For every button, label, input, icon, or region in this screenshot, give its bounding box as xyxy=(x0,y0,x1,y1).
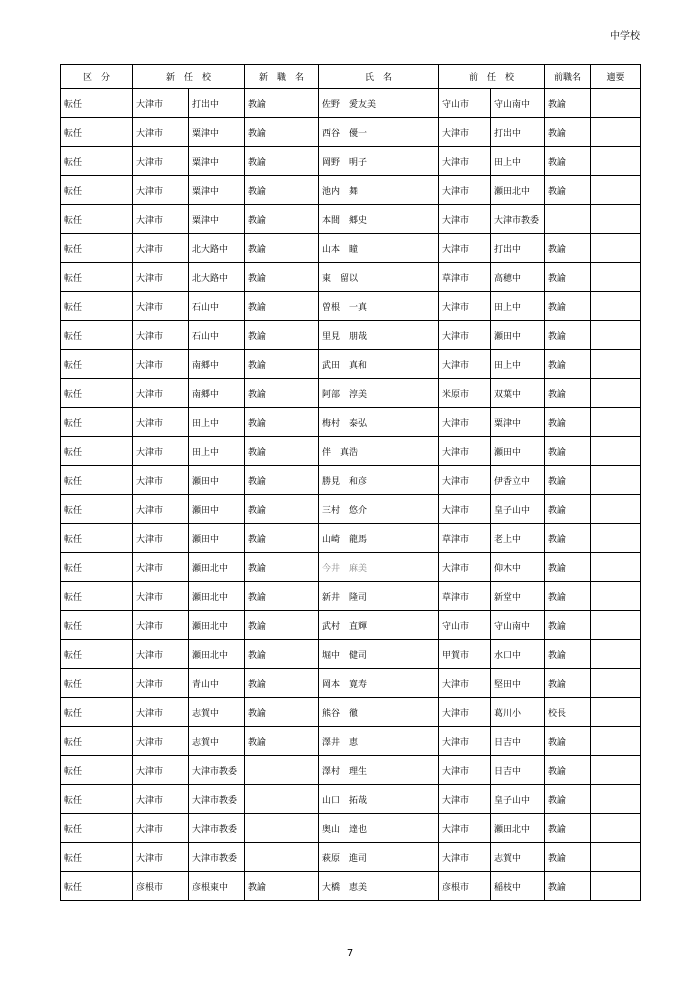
cell-new-school: 瀬田北中 xyxy=(189,640,245,669)
cell-new-school: 瀬田北中 xyxy=(189,553,245,582)
cell-prev-city: 大津市 xyxy=(439,321,491,350)
table-row xyxy=(61,785,641,814)
cell-remarks xyxy=(591,640,641,669)
cell-category: 転任 xyxy=(61,176,133,205)
cell-new-school: 大津市教委 xyxy=(189,756,245,785)
cell-new-school: 粟津中 xyxy=(189,205,245,234)
cell-category: 転任 xyxy=(61,89,133,118)
cell-prev-city: 大津市 xyxy=(439,698,491,727)
cell-name: 大橋 恵美 xyxy=(319,872,439,901)
cell-new-city: 大津市 xyxy=(133,205,189,234)
cell-prev-school: 皇子山中 xyxy=(491,495,545,524)
table-row xyxy=(61,814,641,843)
cell-name: 澤井 恵 xyxy=(319,727,439,756)
cell-prev-position: 教諭 xyxy=(545,118,591,147)
cell-prev-city: 大津市 xyxy=(439,408,491,437)
cell-remarks xyxy=(591,611,641,640)
cell-prev-school: 守山南中 xyxy=(491,89,545,118)
cell-new-school: 瀬田北中 xyxy=(189,611,245,640)
cell-category: 転任 xyxy=(61,814,133,843)
cell-name: 本間 郷史 xyxy=(319,205,439,234)
cell-prev-city: 彦根市 xyxy=(439,872,491,901)
cell-name: 岡野 明子 xyxy=(319,147,439,176)
cell-name: 岡本 寛寿 xyxy=(319,669,439,698)
cell-prev-school: 老上中 xyxy=(491,524,545,553)
cell-name: 梅村 泰弘 xyxy=(319,408,439,437)
cell-prev-position: 教諭 xyxy=(545,582,591,611)
header-new-school: 新 任 校 xyxy=(133,65,245,89)
cell-new-school: 粟津中 xyxy=(189,118,245,147)
cell-new-city: 大津市 xyxy=(133,437,189,466)
cell-category: 転任 xyxy=(61,147,133,176)
cell-new-city: 大津市 xyxy=(133,292,189,321)
cell-prev-school: 新堂中 xyxy=(491,582,545,611)
cell-remarks xyxy=(591,843,641,872)
cell-prev-position: 教諭 xyxy=(545,466,591,495)
cell-name: 奥山 達也 xyxy=(319,814,439,843)
cell-prev-city: 草津市 xyxy=(439,263,491,292)
cell-new-position xyxy=(245,785,319,814)
cell-prev-position xyxy=(545,205,591,234)
cell-prev-city: 大津市 xyxy=(439,205,491,234)
cell-prev-school: 稲枝中 xyxy=(491,872,545,901)
cell-category: 転任 xyxy=(61,205,133,234)
cell-category: 転任 xyxy=(61,437,133,466)
cell-prev-school: 田上中 xyxy=(491,350,545,379)
cell-remarks xyxy=(591,495,641,524)
cell-new-school: 南郷中 xyxy=(189,350,245,379)
cell-name: 堀中 健司 xyxy=(319,640,439,669)
cell-remarks xyxy=(591,814,641,843)
cell-prev-city: 大津市 xyxy=(439,350,491,379)
table-row xyxy=(61,698,641,727)
table-row xyxy=(61,89,641,118)
cell-new-city: 大津市 xyxy=(133,814,189,843)
cell-new-position: 教諭 xyxy=(245,321,319,350)
cell-prev-school: 志賀中 xyxy=(491,843,545,872)
cell-remarks xyxy=(591,234,641,263)
cell-prev-position: 教諭 xyxy=(545,872,591,901)
cell-prev-position: 教諭 xyxy=(545,785,591,814)
cell-name: 山崎 龍馬 xyxy=(319,524,439,553)
header-prev-school: 前 任 校 xyxy=(439,65,545,89)
cell-prev-position: 校長 xyxy=(545,698,591,727)
cell-new-city: 大津市 xyxy=(133,553,189,582)
cell-new-city: 大津市 xyxy=(133,698,189,727)
cell-new-city: 大津市 xyxy=(133,321,189,350)
cell-new-position: 教諭 xyxy=(245,437,319,466)
cell-prev-city: 大津市 xyxy=(439,727,491,756)
table-row xyxy=(61,263,641,292)
cell-prev-school: 日吉中 xyxy=(491,727,545,756)
cell-prev-school: 粟津中 xyxy=(491,408,545,437)
cell-remarks xyxy=(591,437,641,466)
cell-remarks xyxy=(591,727,641,756)
cell-new-school: 南郷中 xyxy=(189,379,245,408)
cell-prev-position: 教諭 xyxy=(545,292,591,321)
table-row xyxy=(61,292,641,321)
cell-category: 転任 xyxy=(61,872,133,901)
cell-remarks xyxy=(591,698,641,727)
table-row xyxy=(61,147,641,176)
cell-prev-position: 教諭 xyxy=(545,727,591,756)
table-row xyxy=(61,379,641,408)
cell-prev-city: 大津市 xyxy=(439,147,491,176)
cell-remarks xyxy=(591,669,641,698)
cell-new-position xyxy=(245,814,319,843)
cell-new-position: 教諭 xyxy=(245,118,319,147)
cell-prev-school: 田上中 xyxy=(491,147,545,176)
cell-new-city: 大津市 xyxy=(133,234,189,263)
cell-category: 転任 xyxy=(61,698,133,727)
cell-prev-school: 仰木中 xyxy=(491,553,545,582)
table-row xyxy=(61,321,641,350)
table-row xyxy=(61,611,641,640)
cell-name: 勝見 和彦 xyxy=(319,466,439,495)
cell-name: 池内 舞 xyxy=(319,176,439,205)
cell-category: 転任 xyxy=(61,495,133,524)
cell-remarks xyxy=(591,205,641,234)
cell-category: 転任 xyxy=(61,321,133,350)
cell-prev-position: 教諭 xyxy=(545,524,591,553)
cell-name: 今井 麻美 xyxy=(319,553,439,582)
cell-new-school: 粟津中 xyxy=(189,176,245,205)
cell-name: 東 留以 xyxy=(319,263,439,292)
cell-new-school: 大津市教委 xyxy=(189,785,245,814)
cell-prev-city: 大津市 xyxy=(439,292,491,321)
cell-new-position: 教諭 xyxy=(245,89,319,118)
cell-remarks xyxy=(591,524,641,553)
cell-remarks xyxy=(591,118,641,147)
cell-category: 転任 xyxy=(61,669,133,698)
cell-remarks xyxy=(591,350,641,379)
cell-category: 転任 xyxy=(61,118,133,147)
cell-new-school: 瀬田北中 xyxy=(189,582,245,611)
cell-prev-school: 日吉中 xyxy=(491,756,545,785)
cell-new-position: 教諭 xyxy=(245,727,319,756)
cell-remarks xyxy=(591,321,641,350)
table-row xyxy=(61,205,641,234)
cell-category: 転任 xyxy=(61,350,133,379)
cell-name: 佐野 愛友美 xyxy=(319,89,439,118)
cell-category: 転任 xyxy=(61,263,133,292)
cell-category: 転任 xyxy=(61,234,133,263)
cell-new-position: 教諭 xyxy=(245,263,319,292)
cell-new-position: 教諭 xyxy=(245,176,319,205)
cell-new-city: 大津市 xyxy=(133,785,189,814)
cell-remarks xyxy=(591,553,641,582)
cell-new-position: 教諭 xyxy=(245,640,319,669)
transfer-table xyxy=(60,64,641,901)
table-row xyxy=(61,437,641,466)
cell-prev-school: 瀬田中 xyxy=(491,437,545,466)
cell-remarks xyxy=(591,756,641,785)
header-remarks: 適要 xyxy=(591,65,641,89)
cell-remarks xyxy=(591,263,641,292)
cell-prev-city: 草津市 xyxy=(439,524,491,553)
cell-new-school: 石山中 xyxy=(189,292,245,321)
cell-remarks xyxy=(591,379,641,408)
header-new-position: 新 職 名 xyxy=(245,65,319,89)
cell-new-city: 大津市 xyxy=(133,147,189,176)
cell-prev-position: 教諭 xyxy=(545,611,591,640)
cell-new-position: 教諭 xyxy=(245,292,319,321)
table-row xyxy=(61,669,641,698)
table-row xyxy=(61,872,641,901)
table-row xyxy=(61,176,641,205)
table-row xyxy=(61,640,641,669)
cell-category: 転任 xyxy=(61,524,133,553)
cell-category: 転任 xyxy=(61,843,133,872)
cell-prev-city: 甲賀市 xyxy=(439,640,491,669)
cell-prev-position: 教諭 xyxy=(545,89,591,118)
cell-new-position: 教諭 xyxy=(245,408,319,437)
cell-prev-position: 教諭 xyxy=(545,669,591,698)
cell-new-position: 教諭 xyxy=(245,698,319,727)
cell-name: 山本 瞳 xyxy=(319,234,439,263)
cell-category: 転任 xyxy=(61,553,133,582)
cell-new-city: 大津市 xyxy=(133,350,189,379)
cell-new-city: 大津市 xyxy=(133,727,189,756)
cell-new-city: 彦根市 xyxy=(133,872,189,901)
cell-prev-city: 大津市 xyxy=(439,669,491,698)
cell-prev-position: 教諭 xyxy=(545,263,591,292)
cell-new-school: 粟津中 xyxy=(189,147,245,176)
cell-new-city: 大津市 xyxy=(133,379,189,408)
cell-new-city: 大津市 xyxy=(133,756,189,785)
cell-prev-city: 大津市 xyxy=(439,466,491,495)
cell-new-school: 志賀中 xyxy=(189,698,245,727)
cell-prev-school: 葛川小 xyxy=(491,698,545,727)
cell-name: 伴 真浩 xyxy=(319,437,439,466)
cell-prev-city: 大津市 xyxy=(439,118,491,147)
table-row xyxy=(61,234,641,263)
cell-prev-city: 守山市 xyxy=(439,89,491,118)
cell-new-position: 教諭 xyxy=(245,872,319,901)
cell-new-school: 瀬田中 xyxy=(189,524,245,553)
cell-new-position: 教諭 xyxy=(245,234,319,263)
table-row xyxy=(61,466,641,495)
table-header-row xyxy=(61,65,641,89)
cell-new-school: 志賀中 xyxy=(189,727,245,756)
table-row xyxy=(61,524,641,553)
cell-new-position: 教諭 xyxy=(245,350,319,379)
cell-new-school: 田上中 xyxy=(189,437,245,466)
cell-remarks xyxy=(591,582,641,611)
cell-new-school: 瀬田中 xyxy=(189,495,245,524)
cell-prev-position: 教諭 xyxy=(545,437,591,466)
cell-prev-city: 大津市 xyxy=(439,176,491,205)
cell-new-school: 瀬田中 xyxy=(189,466,245,495)
cell-category: 転任 xyxy=(61,756,133,785)
cell-new-school: 大津市教委 xyxy=(189,814,245,843)
cell-new-position: 教諭 xyxy=(245,669,319,698)
cell-new-city: 大津市 xyxy=(133,466,189,495)
cell-new-city: 大津市 xyxy=(133,669,189,698)
cell-prev-city: 大津市 xyxy=(439,234,491,263)
cell-prev-city: 米原市 xyxy=(439,379,491,408)
cell-remarks xyxy=(591,292,641,321)
cell-name: 熊谷 徹 xyxy=(319,698,439,727)
cell-new-city: 大津市 xyxy=(133,495,189,524)
cell-new-position xyxy=(245,756,319,785)
cell-category: 転任 xyxy=(61,379,133,408)
cell-prev-school: 高穂中 xyxy=(491,263,545,292)
cell-new-school: 大津市教委 xyxy=(189,843,245,872)
cell-category: 転任 xyxy=(61,785,133,814)
cell-remarks xyxy=(591,89,641,118)
cell-remarks xyxy=(591,408,641,437)
cell-prev-city: 草津市 xyxy=(439,582,491,611)
cell-name: 里見 朋哉 xyxy=(319,321,439,350)
cell-prev-school: 堅田中 xyxy=(491,669,545,698)
cell-new-position: 教諭 xyxy=(245,553,319,582)
cell-remarks xyxy=(591,176,641,205)
cell-prev-school: 伊香立中 xyxy=(491,466,545,495)
cell-name: 萩原 進司 xyxy=(319,843,439,872)
cell-new-city: 大津市 xyxy=(133,118,189,147)
cell-name: 武田 真和 xyxy=(319,350,439,379)
cell-new-city: 大津市 xyxy=(133,843,189,872)
cell-remarks xyxy=(591,785,641,814)
cell-new-school: 打出中 xyxy=(189,89,245,118)
cell-prev-position: 教諭 xyxy=(545,321,591,350)
cell-prev-school: 水口中 xyxy=(491,640,545,669)
cell-prev-position: 教諭 xyxy=(545,495,591,524)
cell-category: 転任 xyxy=(61,466,133,495)
cell-new-school: 石山中 xyxy=(189,321,245,350)
table-row xyxy=(61,553,641,582)
cell-prev-school: 田上中 xyxy=(491,292,545,321)
cell-category: 転任 xyxy=(61,727,133,756)
cell-name: 三村 悠介 xyxy=(319,495,439,524)
table-row xyxy=(61,756,641,785)
cell-prev-position: 教諭 xyxy=(545,147,591,176)
cell-prev-school: 双葉中 xyxy=(491,379,545,408)
cell-remarks xyxy=(591,466,641,495)
cell-prev-city: 守山市 xyxy=(439,611,491,640)
cell-prev-school: 打出中 xyxy=(491,118,545,147)
cell-prev-school: 守山南中 xyxy=(491,611,545,640)
cell-new-position: 教諭 xyxy=(245,147,319,176)
cell-new-position xyxy=(245,843,319,872)
cell-name: 新井 隆司 xyxy=(319,582,439,611)
cell-category: 転任 xyxy=(61,582,133,611)
header-category: 区 分 xyxy=(61,65,133,89)
cell-prev-position: 教諭 xyxy=(545,843,591,872)
cell-new-city: 大津市 xyxy=(133,408,189,437)
cell-new-city: 大津市 xyxy=(133,524,189,553)
cell-new-position: 教諭 xyxy=(245,611,319,640)
table-row xyxy=(61,408,641,437)
header-prev-position: 前職名 xyxy=(545,65,591,89)
cell-prev-school: 瀬田北中 xyxy=(491,814,545,843)
cell-new-school: 田上中 xyxy=(189,408,245,437)
cell-name: 武村 直輝 xyxy=(319,611,439,640)
cell-new-school: 北大路中 xyxy=(189,234,245,263)
cell-prev-city: 大津市 xyxy=(439,756,491,785)
cell-new-city: 大津市 xyxy=(133,176,189,205)
page-number: 7 xyxy=(346,948,354,959)
cell-prev-school: 大津市教委 xyxy=(491,205,545,234)
header-name: 氏 名 xyxy=(319,65,439,89)
table-row xyxy=(61,118,641,147)
cell-new-city: 大津市 xyxy=(133,263,189,292)
cell-prev-position: 教諭 xyxy=(545,379,591,408)
table-row xyxy=(61,582,641,611)
cell-new-city: 大津市 xyxy=(133,582,189,611)
cell-category: 転任 xyxy=(61,640,133,669)
cell-prev-school: 打出中 xyxy=(491,234,545,263)
cell-name: 西谷 優一 xyxy=(319,118,439,147)
cell-name: 澤村 理生 xyxy=(319,756,439,785)
cell-category: 転任 xyxy=(61,611,133,640)
cell-new-school: 青山中 xyxy=(189,669,245,698)
cell-prev-city: 大津市 xyxy=(439,785,491,814)
table-row xyxy=(61,843,641,872)
cell-new-city: 大津市 xyxy=(133,611,189,640)
cell-category: 転任 xyxy=(61,292,133,321)
table-row xyxy=(61,350,641,379)
cell-prev-city: 大津市 xyxy=(439,843,491,872)
cell-category: 転任 xyxy=(61,408,133,437)
cell-name: 阿部 淳美 xyxy=(319,379,439,408)
cell-prev-city: 大津市 xyxy=(439,553,491,582)
cell-new-city: 大津市 xyxy=(133,89,189,118)
page-label: 中学校 xyxy=(610,31,640,42)
cell-prev-position: 教諭 xyxy=(545,350,591,379)
cell-prev-position: 教諭 xyxy=(545,553,591,582)
cell-prev-city: 大津市 xyxy=(439,437,491,466)
cell-new-school: 彦根東中 xyxy=(189,872,245,901)
cell-prev-position: 教諭 xyxy=(545,756,591,785)
cell-new-position: 教諭 xyxy=(245,466,319,495)
cell-remarks xyxy=(591,872,641,901)
cell-new-position: 教諭 xyxy=(245,524,319,553)
cell-new-school: 北大路中 xyxy=(189,263,245,292)
cell-prev-school: 瀬田北中 xyxy=(491,176,545,205)
cell-prev-city: 大津市 xyxy=(439,495,491,524)
cell-remarks xyxy=(591,147,641,176)
cell-name: 曽根 一真 xyxy=(319,292,439,321)
cell-prev-position: 教諭 xyxy=(545,176,591,205)
cell-name: 山口 拓哉 xyxy=(319,785,439,814)
cell-new-position: 教諭 xyxy=(245,379,319,408)
table-row xyxy=(61,495,641,524)
cell-new-position: 教諭 xyxy=(245,205,319,234)
table-row xyxy=(61,727,641,756)
cell-prev-position: 教諭 xyxy=(545,814,591,843)
cell-prev-position: 教諭 xyxy=(545,640,591,669)
cell-new-position: 教諭 xyxy=(245,495,319,524)
cell-prev-school: 皇子山中 xyxy=(491,785,545,814)
cell-new-position: 教諭 xyxy=(245,582,319,611)
cell-prev-city: 大津市 xyxy=(439,814,491,843)
cell-prev-school: 瀬田中 xyxy=(491,321,545,350)
cell-prev-position: 教諭 xyxy=(545,408,591,437)
cell-prev-position: 教諭 xyxy=(545,234,591,263)
cell-new-city: 大津市 xyxy=(133,640,189,669)
